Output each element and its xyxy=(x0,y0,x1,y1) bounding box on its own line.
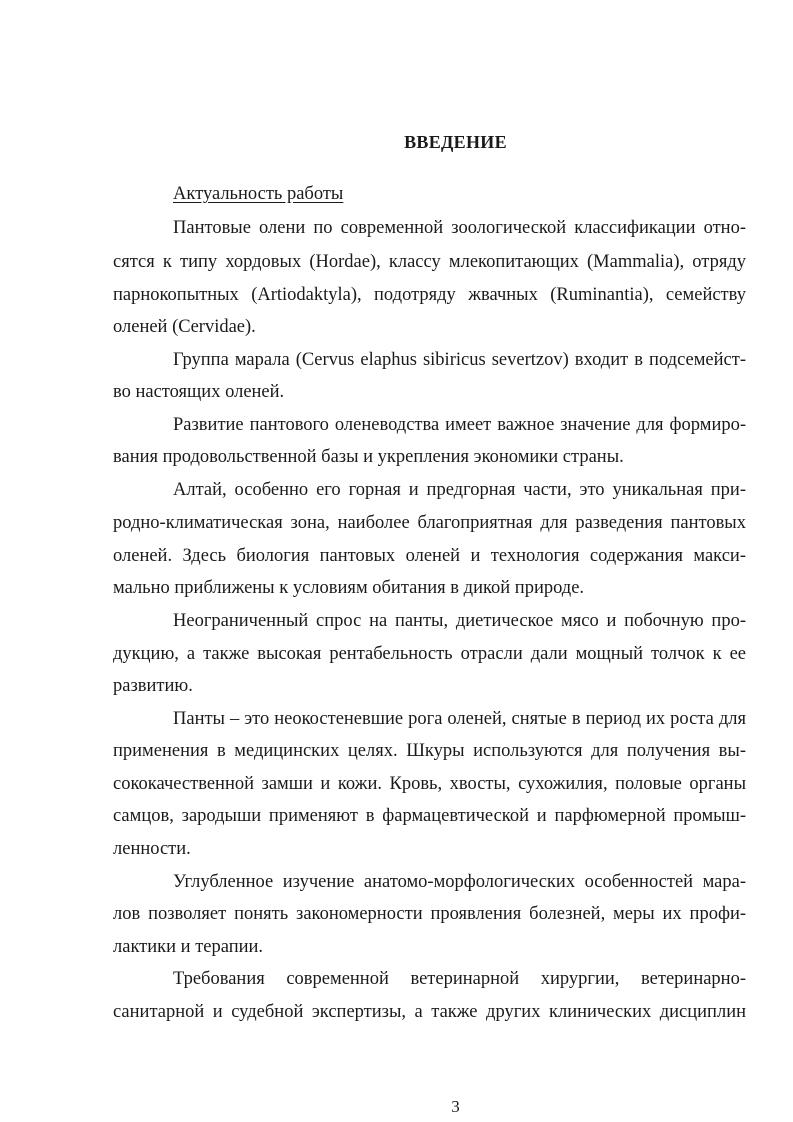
paragraph-6-line-4: самцов, зародыши применяют в фармацевтической и парфюмерной промыш- xyxy=(113,806,746,826)
paragraph-2-line-1: Группа марала (Cervus elaphus sibiricus severtzov) входит в подсемейст- xyxy=(173,350,746,370)
paragraph-8-line-2: санитарной и судебной экспертизы, а также других клинических дисциплин xyxy=(113,1002,746,1022)
paragraph-1-line-3: парнокопытных (Artiodaktyla), подотряду жвачных (Ruminantia), семейству xyxy=(113,285,746,305)
paragraph-4-line-3: оленей. Здесь биология пантовых оленей и технология содержания макси- xyxy=(113,546,746,566)
page-number: 3 xyxy=(451,1097,460,1116)
paragraph-6-line-5: ленности. xyxy=(113,839,191,859)
paragraph-1-line-1: Пантовые олени по современной зоологической классификации отно- xyxy=(173,218,746,238)
paragraph-4-line-1: Алтай, особенно его горная и предгорная части, это уникальная при- xyxy=(173,480,746,500)
paragraph-7-line-3: лактики и терапии. xyxy=(113,937,264,957)
paragraph-4-line-4: мально приближены к условиям обитания в дикой природе. xyxy=(113,578,585,598)
paragraph-2-line-2: во настоящих оленей. xyxy=(113,382,285,402)
paragraph-3-line-2: вания продовольственной базы и укрепления экономики страны. xyxy=(113,447,624,467)
paragraph-6-line-2: применения в медицинских целях. Шкуры используются для получения вы- xyxy=(113,741,746,761)
paragraph-7-line-1: Углубленное изучение анатомо-морфологических особенностей мара- xyxy=(173,872,746,892)
page-title: ВВЕДЕНИЕ xyxy=(404,132,507,152)
paragraph-6-line-3: сококачественной замши и кожи. Кровь, хвосты, сухожилия, половые органы xyxy=(113,774,746,794)
paragraph-1-line-2: сятся к типу хордовых (Hordae), классу млекопитающих (Mammalia), отряду xyxy=(113,252,746,272)
paragraph-6-line-1: Панты – это неокостеневшие рога оленей, снятые в период их роста для xyxy=(173,709,746,729)
paragraph-5-line-3: развитию. xyxy=(113,676,193,696)
paragraph-7-line-2: лов позволяет понять закономерности проявления болезней, меры их профи- xyxy=(113,904,746,924)
paragraph-5-line-1: Неограниченный спрос на панты, диетическое мясо и побочную про- xyxy=(173,611,746,631)
paragraph-5-line-2: дукцию, а также высокая рентабельность отрасли дали мощный толчок к ее xyxy=(113,644,746,664)
paragraph-8-line-1: Требования современной ветеринарной хирургии, ветеринарно- xyxy=(173,969,746,989)
paragraph-4-line-2: родно-климатическая зона, наиболее благоприятная для разведения пантовых xyxy=(113,513,746,533)
paragraph-1-line-4: оленей (Cervidae). xyxy=(113,317,256,337)
section-heading: Актуальность работы xyxy=(173,184,344,204)
paragraph-3-line-1: Развитие пантового оленеводства имеет важное значение для формиро- xyxy=(173,415,746,435)
